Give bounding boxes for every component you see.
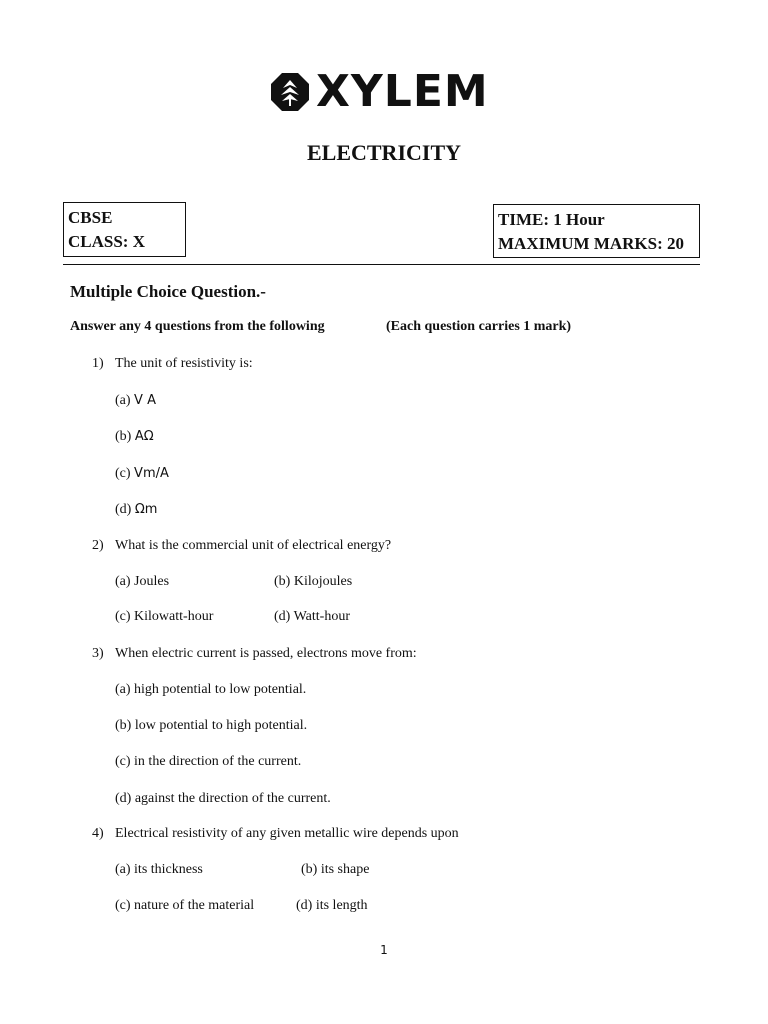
question-text: Electrical resistivity of any given metallic wire depends upon — [115, 826, 459, 841]
leaf-octagon-icon — [270, 72, 310, 112]
option-label: (d) — [296, 898, 313, 913]
class-label: CLASS: X — [68, 232, 145, 251]
question-2 — [0, 538, 768, 558]
option-text: Kilojoules — [293, 574, 353, 589]
instructions-text: Answer any 4 questions from the following — [70, 319, 325, 334]
option-text: its length — [315, 898, 368, 913]
option-1b — [115, 429, 154, 445]
option-label: (a) — [115, 682, 131, 697]
option-1c — [115, 466, 169, 482]
option-text: high potential to low potential. — [134, 682, 307, 697]
time-marks-box — [493, 204, 700, 258]
option-label: (c) — [115, 898, 131, 913]
question-number: 3) — [92, 646, 104, 661]
option-label: (a) — [115, 574, 131, 589]
option-3c — [115, 754, 301, 770]
option-text: Vm/A — [134, 466, 169, 481]
option-text: Joules — [134, 574, 170, 589]
board-label: CBSE — [68, 208, 113, 227]
option-2b — [274, 574, 352, 590]
option-text: Kilowatt-hour — [134, 609, 214, 624]
question-text: The unit of resistivity is: — [115, 356, 253, 371]
option-text: AΩ — [134, 429, 154, 444]
option-label: (d) — [274, 609, 291, 624]
option-4a — [115, 862, 203, 878]
option-label: (a) — [115, 862, 131, 877]
option-text: in the direction of the current. — [134, 754, 302, 769]
brand-logo — [270, 66, 489, 117]
question-text: When electric current is passed, electrons move from: — [115, 646, 417, 661]
question-number: 4) — [92, 826, 104, 841]
page-number: 1 — [380, 943, 388, 957]
option-label: (d) — [115, 502, 132, 517]
option-label: (b) — [274, 574, 291, 589]
header-divider — [63, 264, 700, 265]
option-text: nature of the material — [134, 898, 255, 913]
question-1 — [0, 356, 768, 376]
option-4b — [301, 862, 369, 878]
option-text: against the direction of the current. — [134, 791, 331, 806]
section-heading: Multiple Choice Question.- — [70, 282, 266, 301]
page-title: ELECTRICITY — [306, 140, 462, 165]
option-label: (b) — [115, 718, 132, 733]
question-number: 1) — [92, 356, 104, 371]
option-text: its thickness — [134, 862, 203, 877]
option-3d — [115, 791, 331, 807]
option-label: (b) — [115, 429, 132, 444]
question-3 — [0, 646, 768, 666]
brand-wordmark: XYLEM — [316, 66, 489, 117]
option-3a — [115, 682, 306, 698]
option-2d — [274, 609, 350, 625]
option-3b — [115, 718, 307, 734]
question-text: What is the commercial unit of electrical energy? — [115, 538, 392, 553]
option-4c — [115, 898, 254, 914]
option-label: (d) — [115, 791, 132, 806]
question-number: 2) — [92, 538, 104, 553]
option-2c — [115, 609, 213, 625]
option-text: Watt-hour — [293, 609, 350, 624]
option-4d — [296, 898, 368, 914]
option-text: V A — [134, 393, 156, 408]
option-label: (c) — [115, 466, 131, 481]
option-1d — [115, 502, 157, 518]
option-2a — [115, 574, 169, 590]
question-4 — [0, 826, 768, 846]
option-text: low potential to high potential. — [134, 718, 308, 733]
option-label: (c) — [115, 754, 131, 769]
instructions — [70, 319, 572, 335]
marks-note: (Each question carries 1 mark) — [386, 319, 572, 334]
option-text: Ωm — [134, 502, 158, 517]
max-marks-label: MAXIMUM MARKS: 20 — [498, 234, 685, 253]
option-label: (a) — [115, 393, 131, 408]
option-1a — [115, 393, 156, 409]
option-label: (b) — [301, 862, 318, 877]
time-label: TIME: 1 Hour — [498, 210, 605, 229]
option-label: (c) — [115, 609, 131, 624]
board-class-box — [63, 202, 186, 257]
option-text: its shape — [320, 862, 370, 877]
